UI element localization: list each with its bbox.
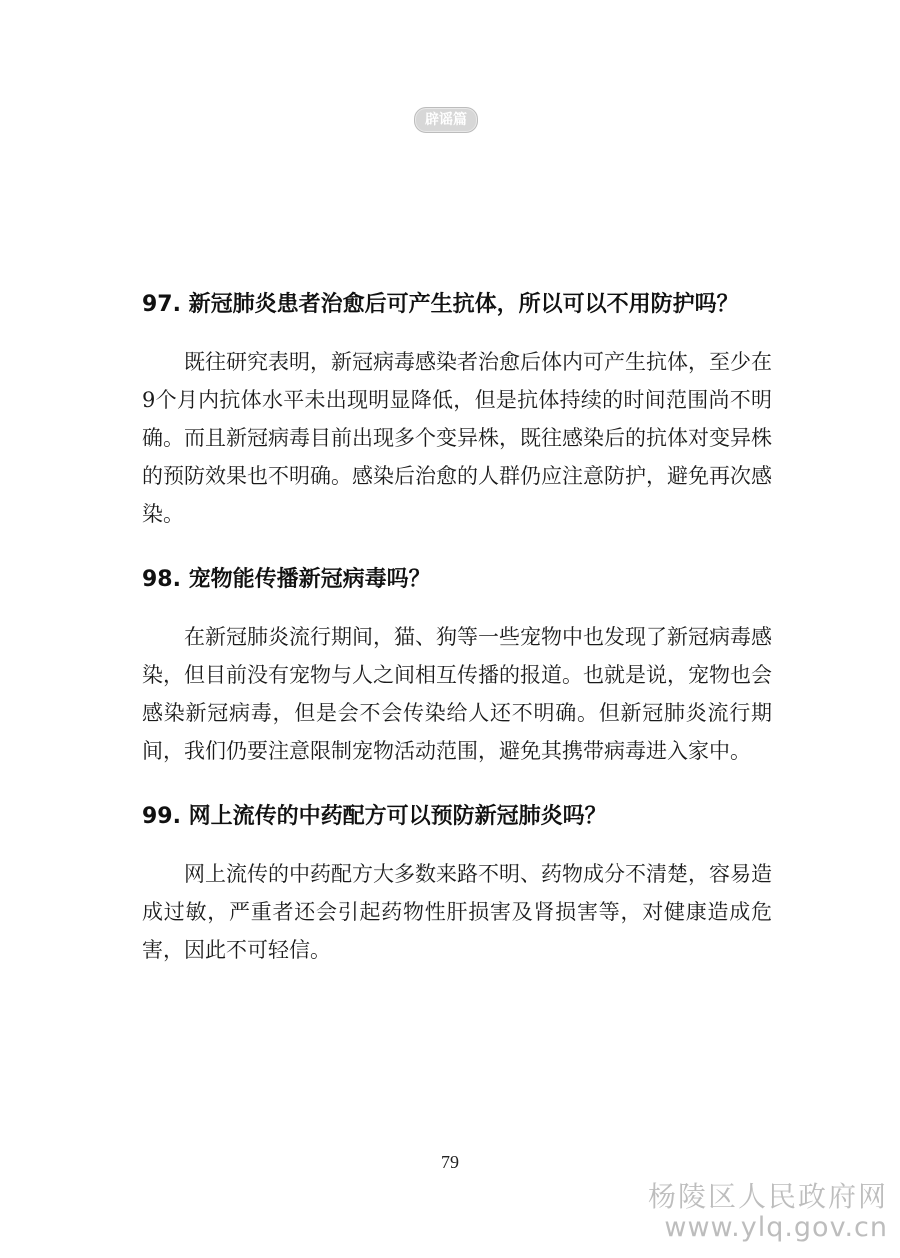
watermark-site-name: 杨陵区人民政府网 [647, 1180, 888, 1213]
answer-97-paragraph: 既往研究表明，新冠病毒感染者治愈后体内可产生抗体，至少在9个月内抗体水平未出现明显降低，但是抗体持续的时间范围尚不明确。而且新冠病毒目前出现多个变异株，既往感染后的抗体对变异株的预防效果也不明确。感染后治愈的人群仍应注意防护，避免再次感染。 [142, 350, 772, 526]
site-watermark [648, 1182, 888, 1242]
question-98-heading: 98. 宠物能传播新冠病毒吗？ [142, 567, 431, 592]
answer-99-paragraph: 网上流传的中药配方大多数来路不明、药物成分不清楚，容易造成过敏，严重者还会引起药物性肝损害及肾损害等，对健康造成危害，因此不可轻信。 [142, 862, 772, 962]
page-content [142, 286, 772, 969]
watermark-site-url: www.ylq.gov.cn [664, 1211, 888, 1243]
question-97-heading: 97. 新冠肺炎患者治愈后可产生抗体，所以可以不用防护吗？ [142, 292, 739, 317]
section-header-badge: 辟谣篇 [414, 107, 478, 133]
answer-98-paragraph: 在新冠肺炎流行期间，猫、狗等一些宠物中也发现了新冠病毒感染，但目前没有宠物与人之间相互传播的报道。也就是说，宠物也会感染新冠病毒，但是会不会传染给人还不明确。但新冠肺炎流行期间，我们仍要注意限制宠物活动范围，避免其携带病毒进入家中。 [142, 625, 772, 763]
page-number: 79 [441, 1152, 459, 1172]
question-99-heading: 99. 网上流传的中药配方可以预防新冠肺炎吗？ [142, 804, 607, 829]
